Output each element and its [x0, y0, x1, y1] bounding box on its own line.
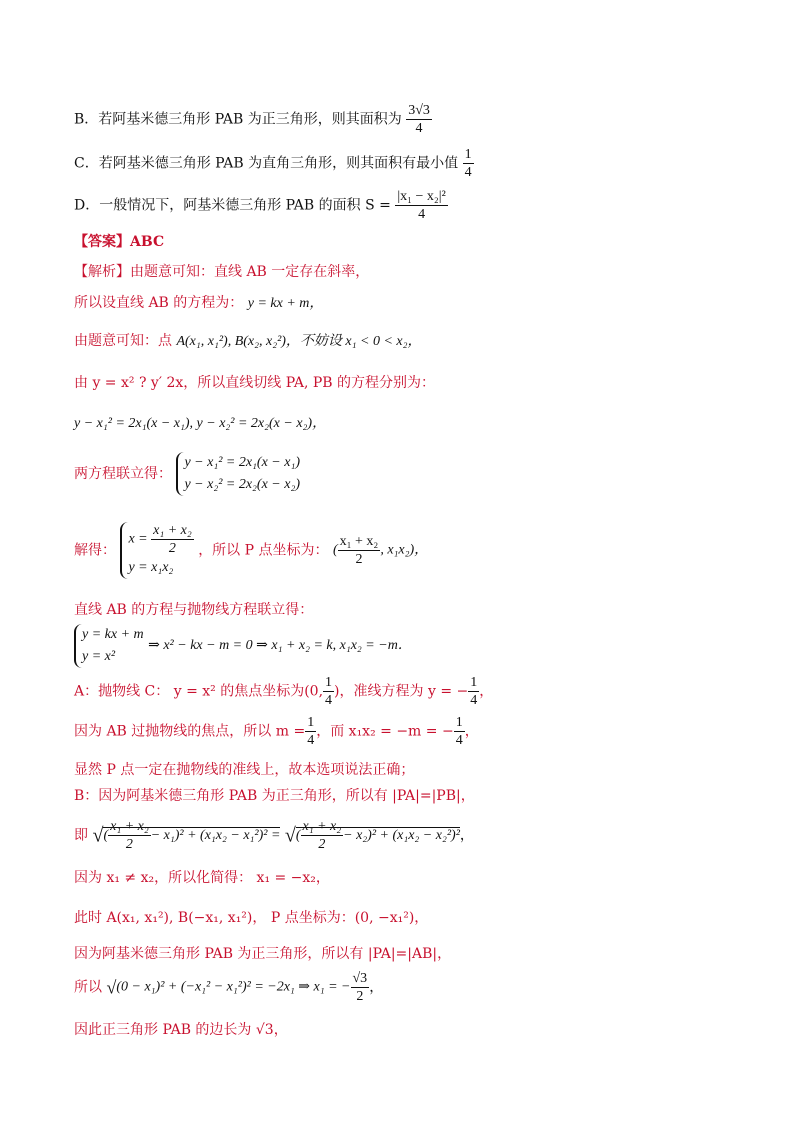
solve-system: x = $\frac{\text{x₁ + x₂}}{2}$ y = x₁x₂	[120, 522, 193, 579]
answer-line: 【答案】ABC	[74, 234, 165, 250]
solution-line-11: 因为 AB 过抛物线的焦点，所以 m = $\frac{1}{4}$ ，而 x₁x₂ = −m = − $\frac{1}{4}$ ，	[74, 715, 479, 748]
option-d	[74, 188, 448, 223]
solution-line-15: 因为 x₁ ≠ x₂，所以化简得： x₁ = −x₂，	[74, 870, 330, 886]
solution-line-4: 由 y = x² ? y′ 2x，所以直线切线 PA, PB 的方程分别为：	[74, 375, 435, 391]
solution-line-17: 因为阿基米德三角形 PAB 为正三角形，所以有 |PA|=|AB|，	[74, 946, 452, 962]
solution-line-5: y − x₁² = 2x₁(x − x₁), y − x₂² = 2x₂(x − x₂)，	[74, 416, 327, 431]
option-d-fraction: $\frac{\text{|x₁ − x₂|²}}{4}$	[397, 189, 446, 222]
option-c-fraction: $\frac{1}{4}$	[464, 147, 472, 180]
option-c-text: C．若阿基米德三角形 PAB 为直角三角形，则其面积有最小值	[74, 155, 459, 172]
solution-label: 【解析】	[74, 264, 130, 280]
solution-line-6: 两方程联立得： y − x₁² = 2x₁(x − x₁) y − x₂² = 2x₂(x − x₂)	[74, 452, 300, 496]
tangent-system: y − x₁² = 2x₁(x − x₁) y − x₂² = 2x₂(x − x₂)	[176, 452, 300, 496]
solution-line-7: 解得： x = $\frac{\text{x₁ + x₂}}{2}$ y = x₁x₂ ，所以 P 点坐标为： ( $\frac{\text{x₁ + x₂}}{2}$ , x₁x₂)，	[74, 522, 428, 579]
line-parabola-system: y = kx + m y = x²	[74, 624, 144, 668]
solution-line-2: 所以设直线 AB 的方程为： y = kx + m，	[74, 295, 324, 311]
solution-line-14: 即 √( $\frac{\text{x₁ + x₂}}{2}$ − x₁)² + (x₁x₂ − x₁²)² = √( $\frac{\text{x₁ + x₂}}{2}$ − x₂)² + (x₁x₂ − x₂²)²，	[74, 819, 474, 852]
solution-line-12: 显然 P 点一定在抛物线的准线上，故本选项说法正确；	[74, 762, 415, 778]
option-c	[74, 146, 474, 181]
option-d-text: D．一般情况下，阿基米德三角形 PAB 的面积 S =	[74, 197, 391, 214]
solution-line-10: A：抛物线 C： y = x² 的焦点坐标为(0, $\frac{1}{4}$ )，准线方程为 y = − $\frac{1}{4}$ ，	[74, 675, 494, 708]
solution-line-1: 【解析】由题意可知：直线 AB 一定存在斜率，	[74, 264, 370, 280]
solution-line-18: 所以 √(0 − x₁)² + (−x₁² − x₁²)² = −2x₁ ⇒ x₁ = − $\frac{√3}{2}$ ，	[74, 971, 384, 1004]
option-b-fraction: $\frac{3√3}{4}$	[408, 103, 430, 136]
solution-line-13: B：因为阿基米德三角形 PAB 为正三角形，所以有 |PA|=|PB|，	[74, 788, 475, 804]
solution-line-9: y = kx + m y = x² ⇒ x² − kx − m = 0 ⇒ x₁ + x₂ = k, x₁x₂ = −m．	[74, 624, 412, 668]
option-b-text: B．若阿基米德三角形 PAB 为正三角形，则其面积为	[74, 111, 402, 128]
solution-line-3: 由题意可知：点 A(x₁, x₁²), B(x₂, x₂²)，不妨设 x₁ < 0 < x₂，	[74, 333, 422, 349]
solution-line-19: 因此正三角形 PAB 的边长为 √3，	[74, 1022, 288, 1038]
solution-line-8: 直线 AB 的方程与抛物线方程联立得：	[74, 602, 314, 618]
solution-line-16: 此时 A(x₁, x₁²), B(−x₁, x₁²)， P 点坐标为：(0, −x₁²)，	[74, 910, 429, 926]
option-b	[74, 102, 432, 137]
